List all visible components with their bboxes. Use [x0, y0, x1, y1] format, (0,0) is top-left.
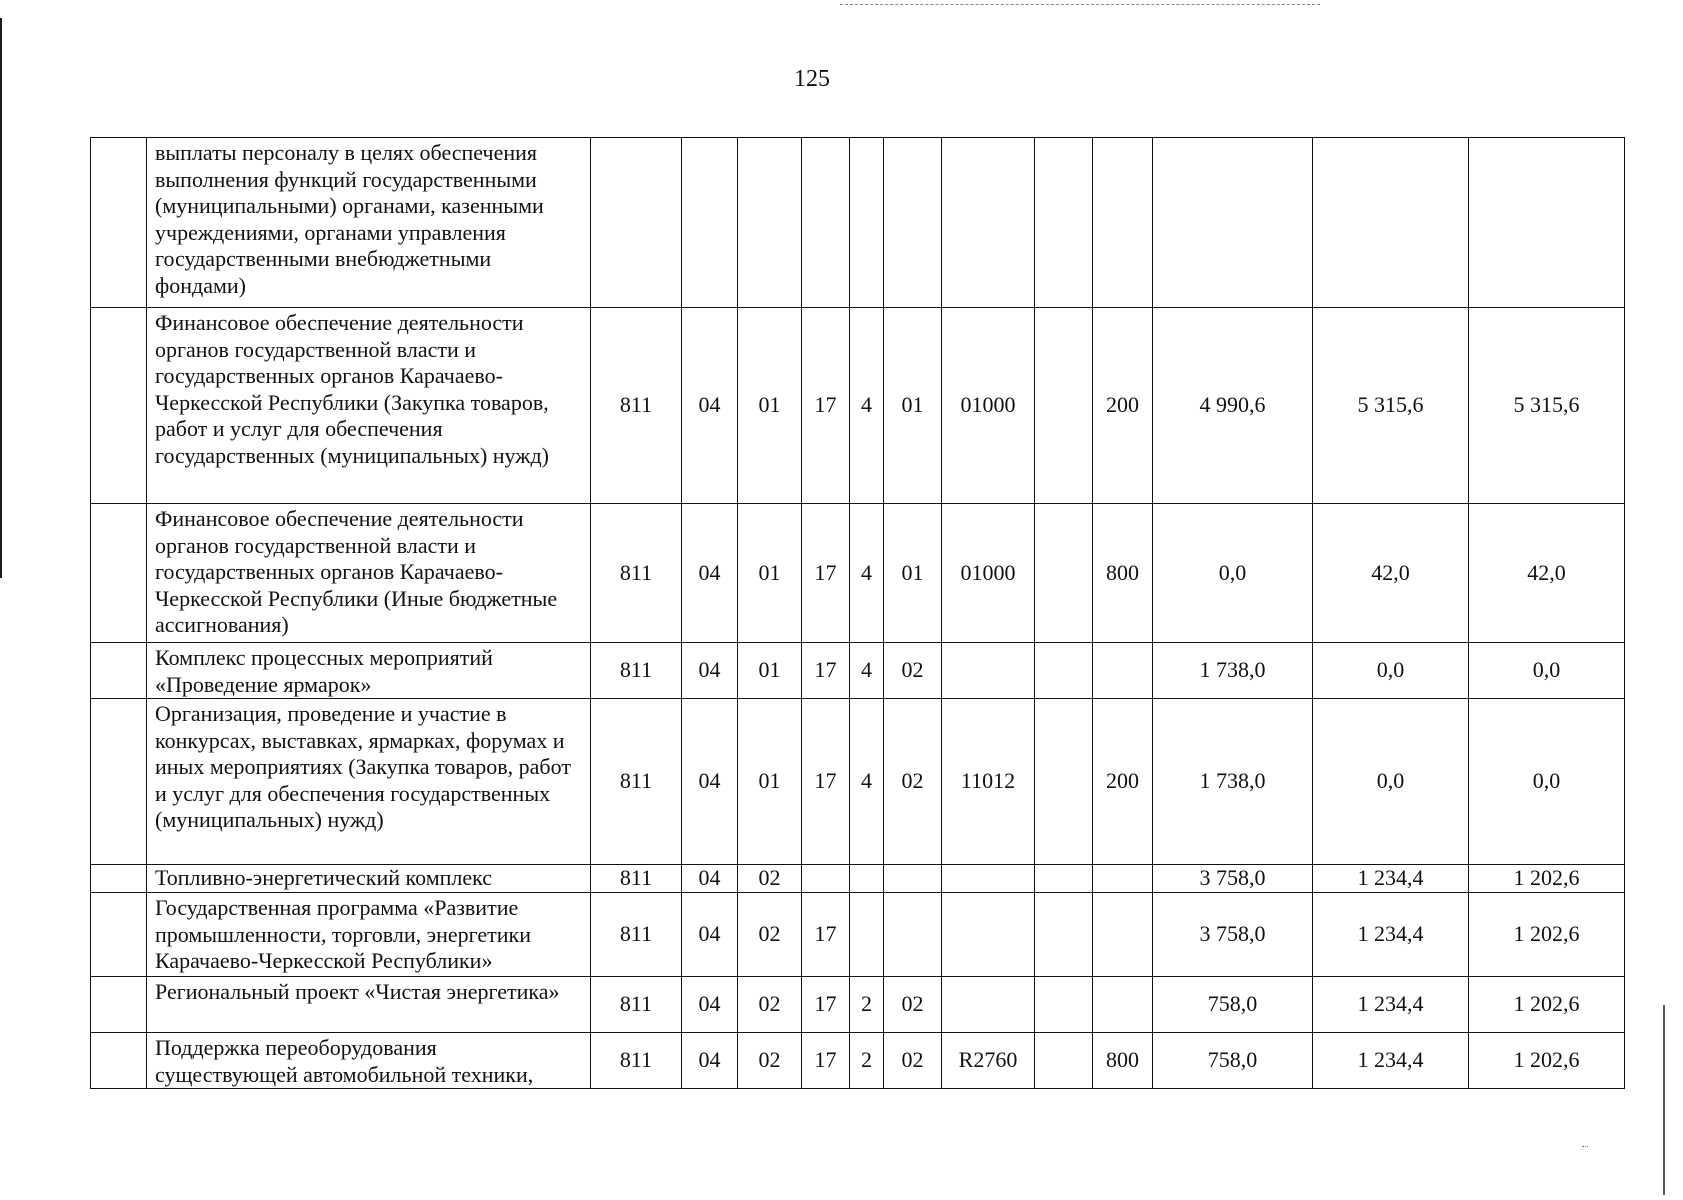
table-row — [91, 865, 1625, 893]
scan-speck — [1582, 1140, 1588, 1147]
vr-cell — [1093, 893, 1153, 977]
row-number-cell — [91, 308, 147, 504]
description-cell: Финансовое обеспечение деятельности органов государственной власти и государственных органов Карачаево-Черкесской Республики (Закупка товаров, работ и услуг для обеспечения государственных (муниципальных) нужд) — [147, 308, 591, 504]
table-row — [91, 699, 1625, 865]
vr-cell — [1093, 977, 1153, 1033]
pr-cell: 02 — [738, 893, 802, 977]
csr-structure-cell — [884, 138, 942, 308]
description-cell: Организация, проведение и участие в конкурсах, выставках, ярмарках, форумах и иных мероприятиях (Закупка товаров, работ и услуг для обеспечения государственных (муниципальных) нужд) — [147, 699, 591, 865]
sum-year3-cell: 1 202,6 — [1469, 893, 1625, 977]
csr-structure-cell: 01 — [884, 504, 942, 643]
csr-direction-cell — [942, 977, 1035, 1033]
csr-structure-cell: 02 — [884, 643, 942, 699]
sum-year2-cell: 1 234,4 — [1313, 1033, 1469, 1089]
description-cell: Финансовое обеспечение деятельности органов государственной власти и государственных органов Карачаево-Черкесской Республики (Иные бюджетные ассигнования) — [147, 504, 591, 643]
rz-cell: 04 — [682, 893, 738, 977]
pr-cell: 02 — [738, 1033, 802, 1089]
csr-type-cell: 2 — [850, 1033, 884, 1089]
csr-extra-cell — [1035, 865, 1093, 893]
ved-cell: 811 — [591, 865, 682, 893]
sum-year3-cell: 1 202,6 — [1469, 977, 1625, 1033]
csr-extra-cell — [1035, 699, 1093, 865]
scan-artifact-line — [840, 4, 1320, 5]
sum-year2-cell: 1 234,4 — [1313, 977, 1469, 1033]
row-number-cell — [91, 504, 147, 643]
csr-type-cell: 4 — [850, 699, 884, 865]
csr-direction-cell: 01000 — [942, 504, 1035, 643]
pr-cell: 01 — [738, 504, 802, 643]
ved-cell — [591, 138, 682, 308]
table-row — [91, 308, 1625, 504]
sum-year3-cell: 0,0 — [1469, 699, 1625, 865]
sum-year3-cell — [1469, 138, 1625, 308]
pr-cell: 01 — [738, 643, 802, 699]
csr-direction-cell — [942, 865, 1035, 893]
csr-program-cell: 17 — [802, 977, 850, 1033]
csr-structure-cell: 02 — [884, 699, 942, 865]
csr-type-cell: 2 — [850, 977, 884, 1033]
csr-structure-cell: 01 — [884, 308, 942, 504]
vr-cell: 800 — [1093, 1033, 1153, 1089]
description-cell: выплаты персоналу в целях обеспечения выполнения функций государственными (муниципальными) органами, казенными учреждениями, органами управления государственными внебюджетными фондами) — [147, 138, 591, 308]
vr-cell — [1093, 865, 1153, 893]
description-cell: Государственная программа «Развитие промышленности, торговли, энергетики Карачаево-Черкесской Республики» — [147, 893, 591, 977]
row-number-cell — [91, 977, 147, 1033]
scan-edge-left — [0, 18, 2, 578]
table-row — [91, 977, 1625, 1033]
row-number-cell — [91, 893, 147, 977]
sum-year3-cell: 42,0 — [1469, 504, 1625, 643]
pr-cell: 02 — [738, 977, 802, 1033]
csr-program-cell: 17 — [802, 893, 850, 977]
csr-structure-cell — [884, 865, 942, 893]
sum-year2-cell: 5 315,6 — [1313, 308, 1469, 504]
csr-program-cell — [802, 865, 850, 893]
sum-year3-cell: 5 315,6 — [1469, 308, 1625, 504]
sum-year2-cell: 0,0 — [1313, 699, 1469, 865]
ved-cell: 811 — [591, 699, 682, 865]
csr-type-cell: 4 — [850, 504, 884, 643]
csr-type-cell: 4 — [850, 308, 884, 504]
ved-cell: 811 — [591, 1033, 682, 1089]
ved-cell: 811 — [591, 977, 682, 1033]
csr-program-cell: 17 — [802, 504, 850, 643]
csr-program-cell: 17 — [802, 1033, 850, 1089]
pr-cell — [738, 138, 802, 308]
sum-year2-cell: 1 234,4 — [1313, 865, 1469, 893]
sum-year3-cell: 0,0 — [1469, 643, 1625, 699]
rz-cell: 04 — [682, 643, 738, 699]
ved-cell: 811 — [591, 643, 682, 699]
sum-year1-cell: 1 738,0 — [1153, 699, 1313, 865]
sum-year1-cell: 1 738,0 — [1153, 643, 1313, 699]
description-cell: Региональный проект «Чистая энергетика» — [147, 977, 591, 1033]
csr-structure-cell: 02 — [884, 1033, 942, 1089]
csr-program-cell — [802, 138, 850, 308]
rz-cell: 04 — [682, 865, 738, 893]
csr-extra-cell — [1035, 643, 1093, 699]
rz-cell: 04 — [682, 504, 738, 643]
vr-cell — [1093, 643, 1153, 699]
description-cell: Топливно-энергетический комплекс — [147, 865, 591, 893]
csr-structure-cell: 02 — [884, 977, 942, 1033]
csr-extra-cell — [1035, 504, 1093, 643]
csr-structure-cell — [884, 893, 942, 977]
pr-cell: 02 — [738, 865, 802, 893]
csr-type-cell: 4 — [850, 643, 884, 699]
sum-year2-cell: 42,0 — [1313, 504, 1469, 643]
sum-year2-cell: 1 234,4 — [1313, 893, 1469, 977]
csr-extra-cell — [1035, 1033, 1093, 1089]
rz-cell: 04 — [682, 1033, 738, 1089]
csr-extra-cell — [1035, 138, 1093, 308]
pr-cell: 01 — [738, 699, 802, 865]
csr-direction-cell — [942, 893, 1035, 977]
csr-direction-cell: 01000 — [942, 308, 1035, 504]
description-cell: Поддержка переоборудования существующей автомобильной техники, — [147, 1033, 591, 1089]
csr-extra-cell — [1035, 977, 1093, 1033]
csr-extra-cell — [1035, 308, 1093, 504]
vr-cell — [1093, 138, 1153, 308]
sum-year1-cell: 758,0 — [1153, 1033, 1313, 1089]
row-number-cell — [91, 643, 147, 699]
vr-cell: 200 — [1093, 308, 1153, 504]
csr-direction-cell — [942, 138, 1035, 308]
table-row — [91, 504, 1625, 643]
sum-year2-cell: 0,0 — [1313, 643, 1469, 699]
table-row — [91, 893, 1625, 977]
row-number-cell — [91, 138, 147, 308]
description-cell: Комплекс процессных мероприятий «Проведение ярмарок» — [147, 643, 591, 699]
csr-direction-cell: 11012 — [942, 699, 1035, 865]
csr-direction-cell: R2760 — [942, 1033, 1035, 1089]
csr-program-cell: 17 — [802, 643, 850, 699]
sum-year3-cell: 1 202,6 — [1469, 1033, 1625, 1089]
sum-year2-cell — [1313, 138, 1469, 308]
rz-cell: 04 — [682, 977, 738, 1033]
scan-edge-right — [1663, 1005, 1665, 1195]
csr-program-cell: 17 — [802, 699, 850, 865]
vr-cell: 800 — [1093, 504, 1153, 643]
ved-cell: 811 — [591, 893, 682, 977]
csr-direction-cell — [942, 643, 1035, 699]
budget-table — [90, 137, 1625, 1089]
sum-year1-cell: 4 990,6 — [1153, 308, 1313, 504]
row-number-cell — [91, 699, 147, 865]
csr-type-cell — [850, 865, 884, 893]
sum-year1-cell: 758,0 — [1153, 977, 1313, 1033]
pr-cell: 01 — [738, 308, 802, 504]
table-row — [91, 1033, 1625, 1089]
rz-cell — [682, 138, 738, 308]
csr-type-cell — [850, 893, 884, 977]
sum-year3-cell: 1 202,6 — [1469, 865, 1625, 893]
row-number-cell — [91, 1033, 147, 1089]
rz-cell: 04 — [682, 699, 738, 865]
ved-cell: 811 — [591, 504, 682, 643]
csr-type-cell — [850, 138, 884, 308]
sum-year1-cell: 3 758,0 — [1153, 893, 1313, 977]
csr-extra-cell — [1035, 893, 1093, 977]
table-row — [91, 138, 1625, 308]
page-number: 125 — [794, 66, 830, 92]
ved-cell: 811 — [591, 308, 682, 504]
vr-cell: 200 — [1093, 699, 1153, 865]
sum-year1-cell — [1153, 138, 1313, 308]
sum-year1-cell: 0,0 — [1153, 504, 1313, 643]
table-row — [91, 643, 1625, 699]
rz-cell: 04 — [682, 308, 738, 504]
csr-program-cell: 17 — [802, 308, 850, 504]
row-number-cell — [91, 865, 147, 893]
sum-year1-cell: 3 758,0 — [1153, 865, 1313, 893]
